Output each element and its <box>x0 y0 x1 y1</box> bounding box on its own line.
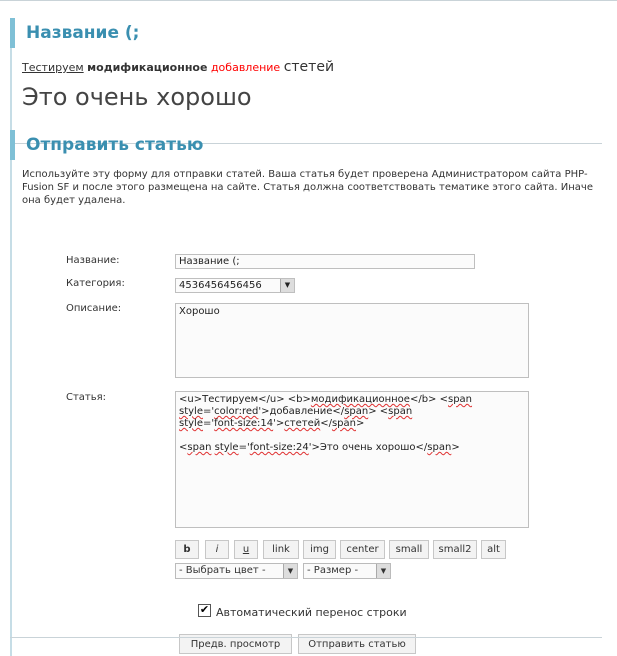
name-label: Название: <box>66 255 120 266</box>
chevron-down-icon: ▼ <box>283 564 297 578</box>
description-textarea[interactable]: Хорошо <box>175 303 529 378</box>
category-label: Категория: <box>66 278 125 289</box>
submit-panel-title: Отправить статью <box>10 130 602 160</box>
alt-button[interactable]: alt <box>481 540 506 559</box>
checkmark-icon: ✔ <box>199 603 210 616</box>
article-text-line-1: <u>Тестируем</u> <b>модификационное</b> <span <box>179 394 473 405</box>
submit-article-button[interactable]: Отправить статью <box>298 634 416 654</box>
category-select[interactable] <box>175 278 295 293</box>
size-select[interactable] <box>303 563 391 579</box>
description-label: Описание: <box>66 303 122 314</box>
bold-button[interactable]: b <box>175 540 199 559</box>
underline-button[interactable]: u <box>234 540 258 559</box>
intro-text: Используйте эту форму для отправки статей. Ваша статья будет проверена Администратором сайта PHP-Fusion SF и после этого размещена на сайте. Статья должна соответствовать тематике этого сайта. Иначе она будет удалена. <box>22 169 593 206</box>
color-select[interactable] <box>175 563 298 579</box>
top-divider <box>0 0 617 1</box>
preview-formatted-line <box>22 48 594 75</box>
preview-red-text: добавление <box>210 61 281 74</box>
article-label: Статья: <box>66 392 107 403</box>
chevron-down-icon: ▼ <box>376 564 390 578</box>
link-button[interactable]: link <box>263 540 299 559</box>
article-textarea[interactable] <box>175 391 529 528</box>
submit-article-panel <box>10 130 602 656</box>
preview-underline-text: Тестируем <box>22 61 84 74</box>
bottom-divider <box>10 637 602 638</box>
article-text-line-3: style='font-size:14'>стетей</span> <box>179 418 365 429</box>
wrap-checkbox[interactable] <box>198 604 211 617</box>
article-text-line-2: style='color:red'>добавление</span> <span <box>179 406 413 417</box>
preview-title: Название (; <box>10 18 602 48</box>
preview-bold-text: модификационное <box>87 61 208 74</box>
italic-button[interactable]: i <box>205 540 229 559</box>
category-select-value: 4536456456456 <box>179 280 262 291</box>
wrap-checkbox-label: Автоматический перенос строки <box>216 606 407 619</box>
preview-big-text: Это очень хорошо <box>22 83 252 111</box>
article-preview-panel <box>10 18 602 144</box>
article-text-blank-line <box>179 430 525 442</box>
preview-button[interactable]: Предв. просмотр <box>179 634 292 654</box>
color-select-value: - Выбрать цвет - <box>179 565 266 576</box>
submit-panel-body <box>10 160 602 656</box>
chevron-down-icon: ▼ <box>280 279 294 292</box>
small-button[interactable]: small <box>389 540 429 559</box>
preview-size14-text: стетей <box>283 59 335 75</box>
article-text-line-5: <span style='font-size:24'>Это очень хорошо</span> <box>179 442 460 453</box>
center-button[interactable]: center <box>340 540 385 559</box>
name-input[interactable]: Название (; <box>175 254 475 269</box>
size-select-value: - Размер - <box>307 565 359 576</box>
small2-button[interactable]: small2 <box>433 540 477 559</box>
img-button[interactable]: img <box>303 540 336 559</box>
